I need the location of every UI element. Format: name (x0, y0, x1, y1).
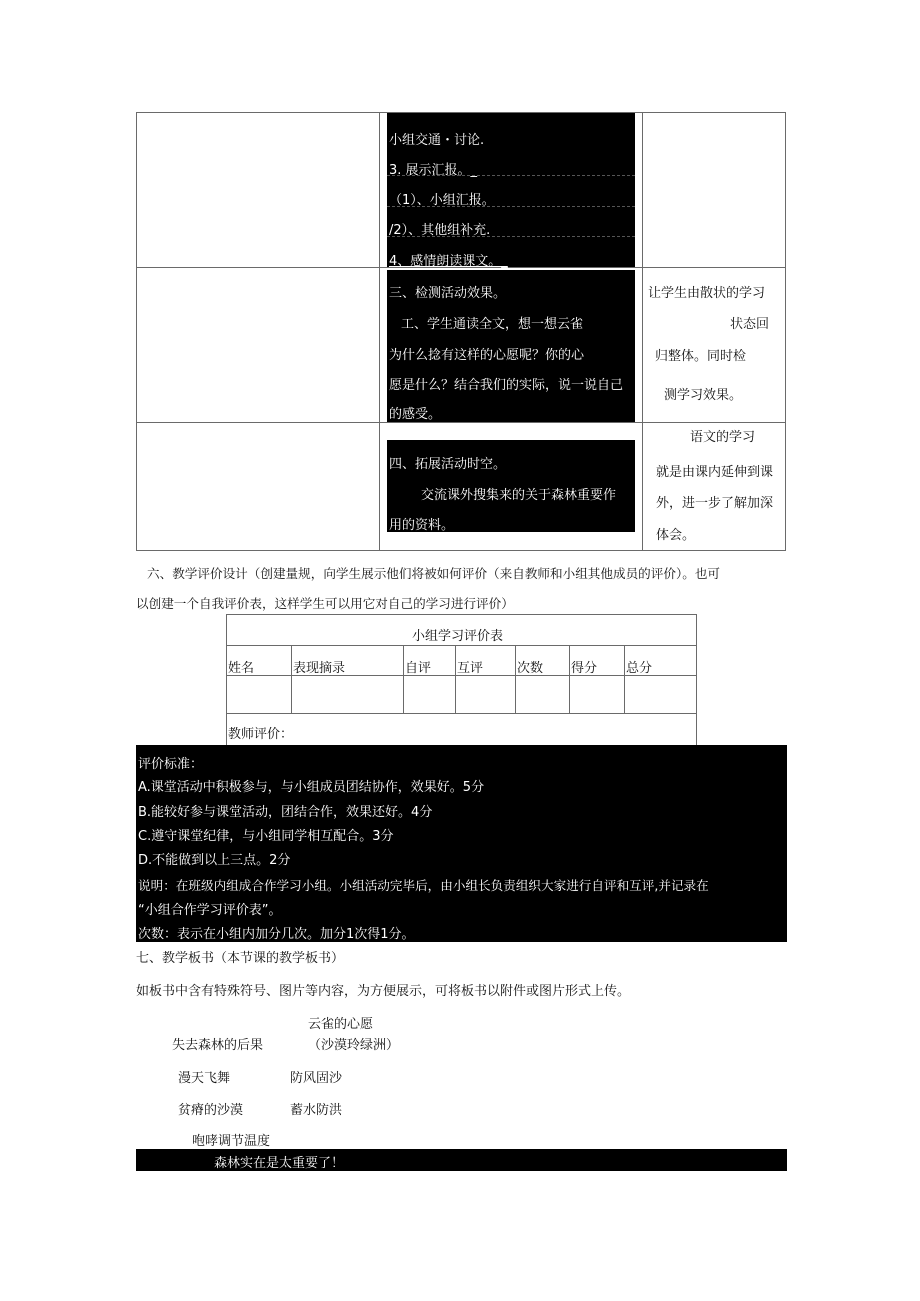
board-right-header: （沙漠玲绿洲） (308, 1038, 400, 1053)
criteria-line: A.课堂活动中积极参与，与小组成员团结协作，效果好。5分 (138, 780, 485, 795)
intent-line: 归整体。同时检 (655, 349, 747, 364)
activity-line: 小组交通・讨论. (389, 133, 485, 148)
evaluation-criteria-block (136, 745, 787, 942)
evaluation-heading: 六、教学评价设计（创建量规，向学生展示他们将被如何评价（来自教师和小组其他成员的评价）。也可 (147, 566, 721, 581)
activity-line: 四、拓展活动时空。 (389, 457, 507, 472)
activity-line: 3. 展示汇报。_ (389, 163, 478, 178)
activity-line: （1）、小组汇报。 (389, 193, 495, 208)
criteria-line: D.不能做到以上三点。2分 (138, 853, 291, 868)
board-conclusion-bar (136, 1149, 787, 1171)
activity-line: 用的资料。 (389, 518, 455, 533)
column-header-name: 姓名 (228, 661, 255, 676)
board-left-item: 贫瘠的沙漠 (178, 1103, 244, 1118)
form-title: 小组学习评价表 (412, 629, 504, 644)
criteria-line: 次数：表示在小组内加分几次。加分1次得1分。 (138, 927, 415, 942)
criteria-line: 评价标准： (138, 757, 204, 772)
criteria-line: B.能较好参与课堂活动，团结合作，效果还好。4分 (138, 805, 433, 820)
intent-line: 状态回 (730, 317, 770, 332)
activity-line: 交流课外搜集来的关于森林重要作 (421, 488, 617, 503)
board-title: 云雀的心愿 (308, 1017, 374, 1032)
criteria-line: C.遵守课堂纪律，与小组同学相互配合。3分 (138, 829, 394, 844)
activity-line: 愿是什么？结合我们的实际，说一说自己 (389, 378, 624, 393)
board-left-item: 漫天飞舞 (178, 1071, 231, 1086)
activity-line: 三、检测活动效果。 (389, 286, 507, 301)
board-right-item: 蓄水防洪 (290, 1103, 343, 1118)
row3-activity-block (387, 440, 635, 532)
activity-line: 的感受。 (389, 407, 442, 422)
activity-line: /2）、其他组补充. (389, 223, 491, 238)
intent-line: 就是由课内延伸到课 (656, 465, 774, 480)
board-left-header: 失去森林的后果 (172, 1038, 264, 1053)
intent-line: 测学习效果。 (664, 388, 743, 403)
activity-line: 4、感情朗读课文。_ (389, 254, 508, 269)
row2-activity-block (387, 270, 635, 422)
teacher-evaluation-label: 教师评价： (228, 727, 294, 742)
board-conclusion: 森林实在是太重要了！ (214, 1156, 345, 1171)
board-left-item: 咆哮调节温度 (192, 1134, 271, 1149)
evaluation-heading-cont: 以创建一个自我评价表，这样学生可以用它对自己的学习进行评价） (136, 596, 514, 611)
column-header-score: 得分 (571, 661, 598, 676)
column-header-total: 总分 (626, 661, 653, 676)
intent-line: 让学生由散状的学习 (648, 286, 766, 301)
intent-line: 外，进一步了解加深 (656, 496, 774, 511)
row1-activity-block (387, 113, 635, 267)
board-note: 如板书中含有特殊符号、图片等内容，为方便展示，可将板书以附件或图片形式上传。 (136, 984, 631, 999)
activity-line: 工、学生通读全文，想一想云雀 (401, 317, 584, 332)
column-header-peer-eval: 互评 (457, 661, 484, 676)
column-header-count: 次数 (517, 661, 544, 676)
column-header-self-eval: 自评 (405, 661, 432, 676)
column-header-performance: 表现摘录 (293, 661, 346, 676)
activity-line: 为什么捻有这样的心愿呢？你的心 (389, 348, 585, 363)
criteria-line: 说明：在班级内组成合作学习小组。小组活动完毕后，由小组长负责组织大家进行自评和互评,并记录在 (138, 878, 709, 893)
board-heading: 七、教学板书（本节课的教学板书） (136, 951, 345, 966)
intent-line: 体会。 (656, 528, 696, 543)
criteria-line: “小组合作学习评价表”。 (138, 903, 282, 918)
board-right-item: 防风固沙 (290, 1071, 343, 1086)
intent-line: 语文的学习 (690, 430, 756, 445)
